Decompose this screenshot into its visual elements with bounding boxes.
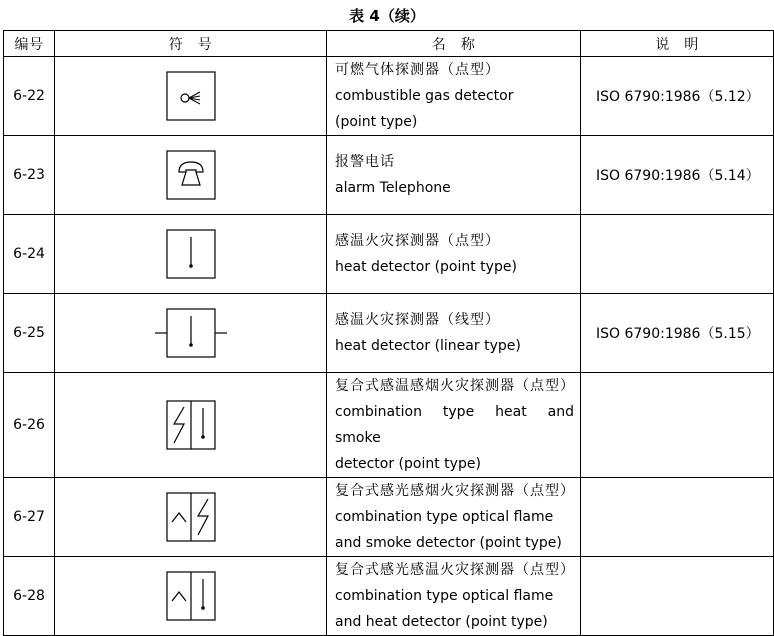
row-code: 6-27	[4, 478, 55, 557]
flame-smoke-detector-icon	[166, 492, 216, 542]
name-cn: 复合式感温感烟火灾探测器（点型）	[335, 378, 575, 394]
row-note	[581, 373, 774, 478]
gas-detector-icon	[166, 71, 216, 121]
flame-heat-detector-icon	[166, 571, 216, 621]
symbol-table	[3, 30, 774, 636]
name-en: combination type optical flame	[335, 588, 554, 604]
name-en: and heat detector (point type)	[335, 614, 548, 630]
name-en: heat detector (point type)	[335, 259, 517, 275]
row-symbol	[55, 215, 327, 294]
name-cn: 报警电话	[335, 154, 395, 170]
table-row	[4, 373, 774, 478]
row-code: 6-25	[4, 294, 55, 373]
table-row	[4, 136, 774, 215]
row-code: 6-23	[4, 136, 55, 215]
name-cn: 复合式感光感温火灾探测器（点型）	[335, 562, 575, 578]
name-en: (point type)	[335, 114, 418, 130]
row-note	[581, 215, 774, 294]
name-cn: 复合式感光感烟火灾探测器（点型）	[335, 483, 575, 499]
name-en: detector (point type)	[335, 456, 481, 472]
row-name	[327, 373, 581, 478]
row-code: 6-26	[4, 373, 55, 478]
heat-detector-linear-icon	[155, 308, 227, 358]
row-name	[327, 557, 581, 636]
row-code: 6-22	[4, 57, 55, 136]
row-note: ISO 6790:1986（5.14）	[581, 136, 774, 215]
row-note	[581, 557, 774, 636]
name-en: alarm Telephone	[335, 180, 451, 196]
name-cn: 感温火灾探测器（点型）	[335, 233, 500, 249]
name-cn: 可燃气体探测器（点型）	[335, 62, 500, 78]
row-symbol	[55, 557, 327, 636]
name-en: heat detector (linear type)	[335, 338, 521, 354]
table-row	[4, 557, 774, 636]
name-en: combination type optical flame	[335, 509, 554, 525]
table-caption: 表 4（续）	[349, 7, 425, 25]
table-row	[4, 215, 774, 294]
row-name	[327, 136, 581, 215]
header-code: 编号	[4, 31, 55, 57]
row-note: ISO 6790:1986（5.12）	[581, 57, 774, 136]
row-note	[581, 478, 774, 557]
row-name	[327, 294, 581, 373]
row-symbol	[55, 294, 327, 373]
name-cn: 感温火灾探测器（线型）	[335, 312, 500, 328]
row-note: ISO 6790:1986（5.15）	[581, 294, 774, 373]
header-symbol: 符 号	[55, 31, 327, 57]
name-en: combustible gas detector	[335, 88, 514, 104]
table-row	[4, 294, 774, 373]
row-name	[327, 57, 581, 136]
row-symbol	[55, 373, 327, 478]
table-row	[4, 478, 774, 557]
row-name	[327, 215, 581, 294]
header-note: 说 明	[581, 31, 774, 57]
row-code: 6-24	[4, 215, 55, 294]
row-symbol	[55, 136, 327, 215]
heat-smoke-detector-icon	[166, 400, 216, 450]
alarm-telephone-icon	[166, 150, 216, 200]
table-row	[4, 57, 774, 136]
row-name	[327, 478, 581, 557]
heat-detector-point-icon	[166, 229, 216, 279]
name-en: combination type heat and smoke	[335, 404, 574, 446]
row-code: 6-28	[4, 557, 55, 636]
row-symbol	[55, 57, 327, 136]
table-header-row	[4, 31, 774, 57]
row-symbol	[55, 478, 327, 557]
header-name: 名 称	[327, 31, 581, 57]
name-en: and smoke detector (point type)	[335, 535, 562, 551]
